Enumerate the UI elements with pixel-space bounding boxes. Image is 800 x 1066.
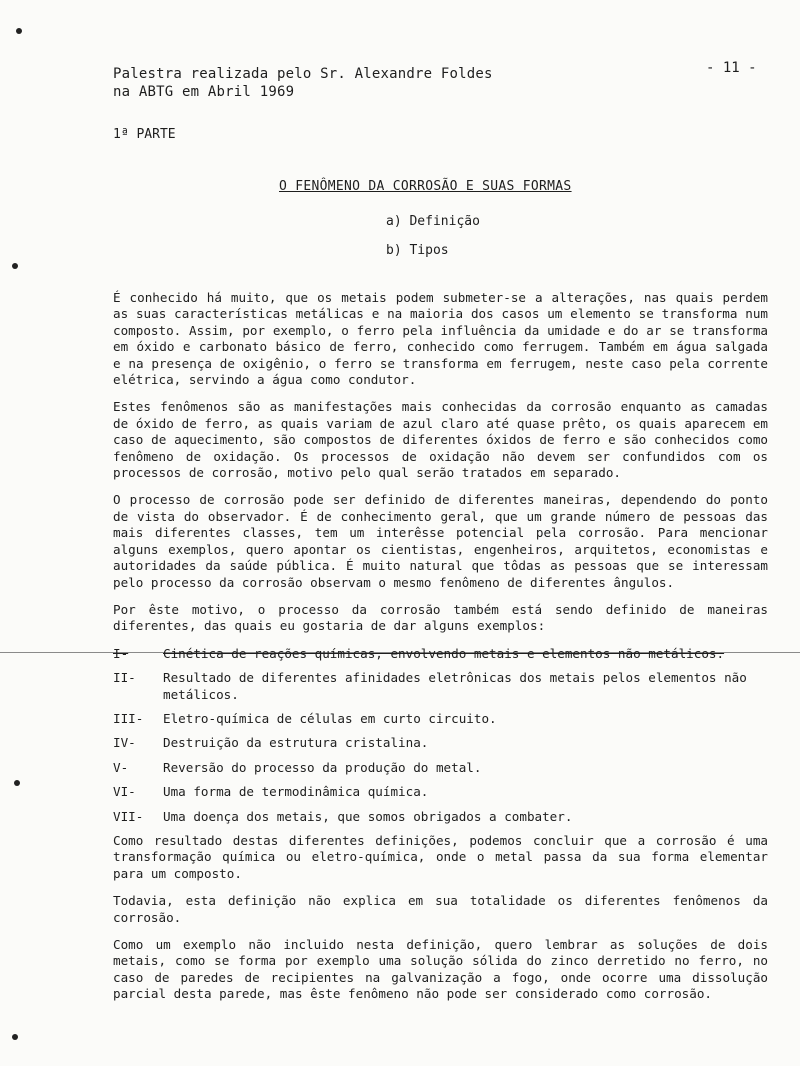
page-title: O FENÔMENO DA CORROSÃO E SUAS FORMAS	[279, 179, 572, 194]
list-item-number: I-	[113, 645, 129, 661]
list-item	[113, 711, 768, 727]
paragraph: Estes fenômenos são as manifestações mais conhecidas da corrosão enquanto as camadas de óxido de ferro, as quais variam de azul claro até quase prêto, os quais aparecem em caso de aquecimento, são compostos de diferentes óxidos de ferro e são conhecidos como fenômeno de oxidação. Os processos de oxidação não devem ser confundidos com os processos de corrosão, motivo pelo qual serão tratados em separado.	[113, 399, 768, 481]
list-item	[113, 760, 768, 776]
subtitle-a: a) Definição	[386, 214, 480, 229]
paragraph: Como resultado destas diferentes definições, podemos concluir que a corrosão é uma transformação química ou eletro-química, onde o metal passa da sua forma elementar para um composto.	[113, 832, 768, 881]
list-item	[113, 670, 768, 703]
definition-list	[113, 646, 768, 825]
list-item	[113, 784, 768, 800]
list-item-text: Resultado de diferentes afinidades eletrônicas dos metais pelos elementos não metálicos.	[163, 670, 747, 702]
paragraph: Por êste motivo, o processo da corrosão também está sendo definido de maneiras diferentes, das quais eu gostaria de dar alguns exemplos:	[113, 601, 768, 634]
list-item-number: V-	[113, 759, 129, 775]
paragraph: Como um exemplo não incluido nesta definição, quero lembrar as soluções de dois metais, como se forma por exemplo uma solução sólida do zinco derretido no ferro, no caso de paredes de recipientes na galvanização a fogo, onde ocorre uma dissolução parcial desta parede, mas êste fenômeno não pode ser considerado como corrosão.	[113, 937, 768, 1002]
punch-mark	[12, 1034, 18, 1040]
list-item	[113, 735, 768, 751]
list-item-number: VI-	[113, 784, 136, 800]
list-item-text: Cinética de reações químicas, envolvendo metais e elementos não metálicos.	[163, 645, 725, 661]
punch-mark	[16, 28, 22, 34]
section-label: 1ª PARTE	[113, 127, 176, 142]
list-item-text: Uma doença dos metais, que somos obrigados a combater.	[163, 808, 573, 824]
header	[113, 65, 493, 101]
subtitle-b: b) Tipos	[386, 243, 449, 258]
punch-mark	[12, 263, 18, 269]
paragraph: Todavia, esta definição não explica em sua totalidade os diferentes fenômenos da corrosão.	[113, 893, 768, 925]
page-number: - 11 -	[706, 60, 757, 76]
list-item-text: Eletro-química de células em curto circuito.	[163, 710, 497, 726]
punch-mark	[14, 780, 20, 786]
list-item-text: Reversão do processo da produção do metal.	[163, 759, 482, 775]
list-item-number: II-	[113, 670, 136, 686]
list-item-number: IV-	[113, 735, 136, 751]
header-line-1: Palestra realizada pelo Sr. Alexandre Foldes	[113, 66, 493, 82]
body-text	[113, 290, 768, 1014]
list-item-number: III-	[113, 710, 144, 726]
paragraph: O processo de corrosão pode ser definido de diferentes maneiras, dependendo do ponto de vista do observador. É de conhecimento geral, que um grande número de pessoas das mais diferentes classes, tem um interêsse potencial pela corrosão. Para mencionar alguns exemplos, quero apontar os cientistas, engenheiros, arquitetos, economistas e autoridades da saúde pública. É muito natural que tôdas as pessoas que se interessam pelo processo da corrosão observam o mesmo fenômeno de diferentes ângulos.	[113, 492, 768, 590]
list-item	[113, 646, 768, 662]
list-item-text: Destruição da estrutura cristalina.	[163, 735, 429, 751]
paragraph: É conhecido há muito, que os metais podem submeter-se a alterações, nas quais perdem as suas características metálicas e na maioria dos casos um elemento se transforma num composto. Assim, por exemplo, o ferro pela influência da umidade e do ar se transforma em óxido e carbonato básico de ferro, conhecido como ferrugem. Também em água salgada e na presença de oxigênio, o ferro se transforma em ferrugem, neste caso pela corrente elétrica, servindo a água como condutor.	[113, 290, 768, 388]
list-item-number: VII-	[113, 808, 144, 824]
header-line-2: na ABTG em Abril 1969	[113, 84, 295, 100]
list-item-text: Uma forma de termodinâmica química.	[163, 784, 429, 800]
list-item	[113, 809, 768, 825]
